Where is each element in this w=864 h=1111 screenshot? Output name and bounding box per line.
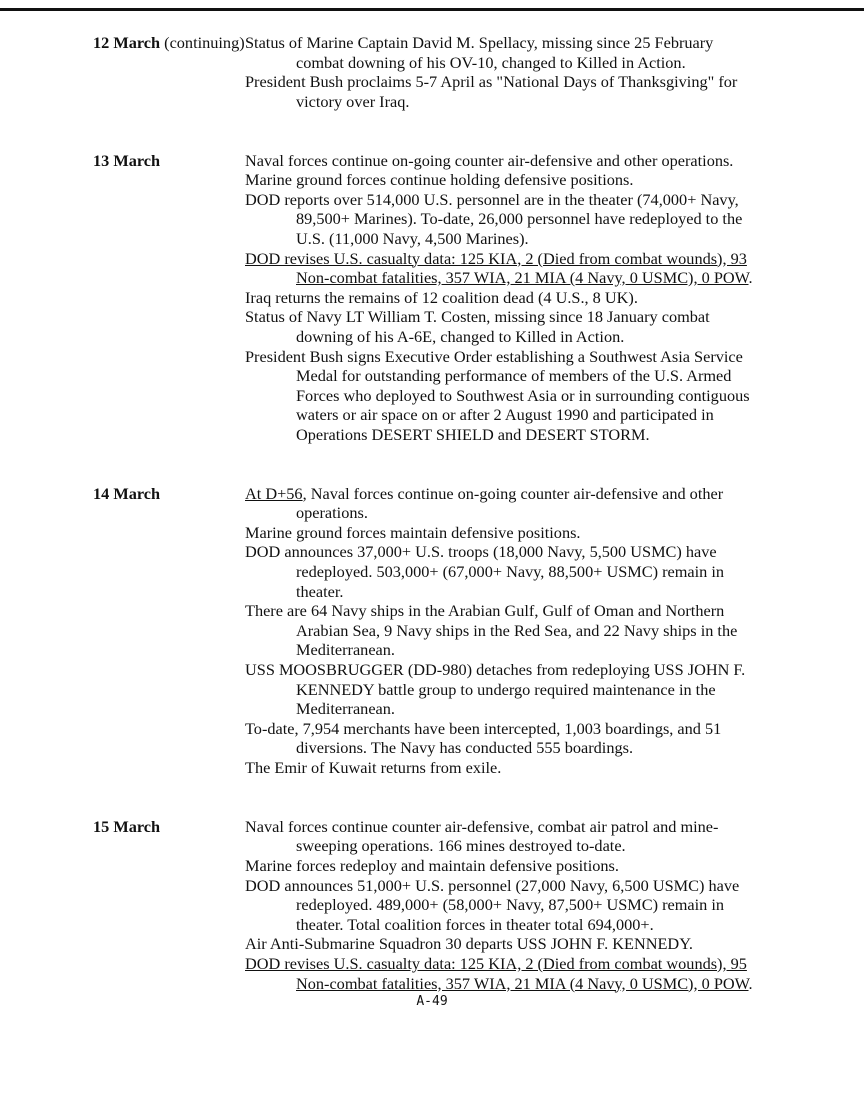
line-text: operations. (296, 503, 368, 523)
entry-line (245, 817, 813, 837)
entry-line (245, 934, 813, 954)
line-text: The Emir of Kuwait returns from exile. (245, 757, 502, 777)
line-text: DOD reports over 514,000 U.S. personnel are in the theater (74,000+ Navy, (245, 189, 739, 209)
event-entry (245, 758, 813, 778)
line-text: Iraq returns the remains of 12 coalition dead (4 U.S., 8 UK). (245, 287, 638, 307)
line-text: KENNEDY battle group to undergo required maintenance in the (296, 679, 716, 699)
entry-line (245, 190, 813, 210)
entry-line (245, 33, 813, 53)
line-text: Naval forces continue on-going counter air-defensive and other operations. (245, 150, 734, 170)
date-text: 13 March (93, 150, 161, 170)
entry-line (245, 229, 813, 249)
line-text: Marine forces redeploy and maintain defensive positions. (245, 855, 619, 875)
event-entry (245, 151, 813, 171)
line-text: There are 64 Navy ships in the Arabian Gulf, Gulf of Oman and Northern (245, 601, 725, 621)
line-text: Mediterranean. (296, 640, 395, 660)
line-text: Air Anti-Submarine Squadron 30 departs USS JOHN F. KENNEDY. (245, 934, 693, 954)
entry-line (245, 484, 813, 504)
event-entry (245, 288, 813, 308)
entry-line (245, 954, 813, 974)
entry-line (245, 660, 813, 680)
line-text: diversions. The Navy has conducted 555 boardings. (296, 738, 634, 758)
entry-line (245, 562, 813, 582)
line-text: Marine ground forces maintain defensive positions. (245, 522, 581, 542)
entry-line (245, 523, 813, 543)
entry-line (245, 327, 813, 347)
entry-line (245, 719, 813, 739)
underlined-text: At D+56 (245, 483, 303, 503)
entries-list (245, 817, 813, 993)
line-text: Marine ground forces continue holding defensive positions. (245, 170, 634, 190)
line-text: 89,500+ Marines). To-date, 26,000 personnel have redeployed to the (296, 209, 743, 229)
event-entry (245, 190, 813, 249)
entry-line (245, 640, 813, 660)
entry-line (245, 699, 813, 719)
entry-line (245, 503, 813, 523)
entry-line (245, 366, 813, 386)
entry-line (245, 347, 813, 367)
date-label (93, 484, 245, 778)
line-text: USS MOOSBRUGGER (DD-980) detaches from redeploying USS JOHN F. (245, 660, 746, 679)
line-tail: . (748, 973, 753, 993)
date-text: 15 March (93, 816, 161, 836)
line-text: Status of Navy LT William T. Costen, missing since 18 January combat (245, 307, 710, 327)
line-text: sweeping operations. 166 mines destroyed to-date. (296, 836, 626, 856)
line-text: redeployed. 503,000+ (67,000+ Navy, 88,500+ USMC) remain in (296, 562, 725, 582)
entry-line (245, 758, 813, 778)
event-entry (245, 249, 813, 288)
entry-line (245, 542, 813, 562)
line-text: Non-combat fatalities, 357 WIA, 21 MIA (4 Navy, 0 USMC), 0 POW (296, 268, 749, 288)
line-text: waters or air space on or after 2 August 1990 and participated in (296, 405, 714, 425)
entry-line (245, 601, 813, 621)
entry-line (245, 680, 813, 700)
line-text: President Bush proclaims 5-7 April as "National Days of Thanksgiving" for (245, 72, 738, 92)
event-entry (245, 542, 813, 601)
entry-line (245, 974, 813, 994)
line-text: Mediterranean. (296, 699, 395, 719)
line-text: To-date, 7,954 merchants have been intercepted, 1,003 boardings, and 51 (245, 718, 722, 738)
line-text: , Naval forces continue on-going counter air-defensive and other (302, 483, 724, 503)
line-text: Forces who deployed to Southwest Asia or in surrounding contiguous (296, 385, 750, 405)
line-text: downing of his A-6E, changed to Killed in Action. (296, 326, 625, 346)
event-entry (245, 660, 813, 719)
date-section (93, 151, 813, 445)
line-text: Operations DESERT SHIELD and DESERT STORM. (296, 424, 650, 444)
entry-line (245, 268, 813, 288)
line-tail: . (748, 268, 753, 288)
event-entry (245, 876, 813, 935)
entries-list (245, 151, 813, 445)
event-entry (245, 72, 813, 111)
line-text: Non-combat fatalities, 357 WIA, 21 MIA (4 Navy, 0 USMC), 0 POW (296, 973, 749, 993)
entry-line (245, 738, 813, 758)
line-text: combat downing of his OV-10, changed to Killed in Action. (296, 52, 686, 72)
entry-line (245, 836, 813, 856)
line-text: theater. Total coalition forces in theater total 694,000+. (296, 914, 654, 934)
event-entry (245, 719, 813, 758)
line-text: DOD announces 37,000+ U.S. troops (18,000 Navy, 5,500 USMC) have (245, 542, 717, 562)
entry-line (245, 876, 813, 896)
entry-line (245, 856, 813, 876)
line-text: Naval forces continue counter air-defensive, combat air patrol and mine- (245, 816, 719, 836)
event-entry (245, 484, 813, 523)
event-entry (245, 347, 813, 445)
entry-line (245, 72, 813, 92)
event-entry (245, 307, 813, 346)
entry-line (245, 307, 813, 327)
event-entry (245, 33, 813, 72)
date-text: 12 March (93, 33, 161, 52)
line-text: redeployed. 489,000+ (58,000+ Navy, 87,500+ USMC) remain in (296, 895, 725, 915)
date-section (93, 817, 813, 993)
line-text: DOD revises U.S. casualty data: 125 KIA, 2 (Died from combat wounds), 95 (245, 953, 747, 973)
event-entry (245, 523, 813, 543)
entry-line (245, 895, 813, 915)
entry-line (245, 249, 813, 269)
entry-line (245, 170, 813, 190)
line-text: victory over Iraq. (296, 91, 410, 111)
date-text: 14 March (93, 483, 161, 503)
entry-line (245, 151, 813, 171)
top-rule (0, 8, 864, 11)
date-section (93, 484, 813, 778)
entry-line (245, 209, 813, 229)
date-label (93, 151, 245, 445)
date-label (93, 817, 245, 993)
line-text: President Bush signs Executive Order establishing a Southwest Asia Service (245, 346, 743, 366)
page-number: A-49 (416, 994, 448, 1009)
entries-list (245, 484, 813, 778)
chronology-document (93, 33, 813, 1032)
line-text: U.S. (11,000 Navy, 4,500 Marines). (296, 228, 529, 248)
event-entry (245, 170, 813, 190)
entries-list (245, 33, 813, 111)
entry-line (245, 288, 813, 308)
entry-line (245, 386, 813, 406)
line-text: Medal for outstanding performance of members of the U.S. Armed (296, 366, 732, 386)
event-entry (245, 601, 813, 660)
entry-line (245, 92, 813, 112)
entry-line (245, 915, 813, 935)
line-text: Status of Marine Captain David M. Spellacy, missing since 25 February (245, 33, 714, 52)
entry-line (245, 53, 813, 73)
entry-line (245, 621, 813, 641)
event-entry (245, 817, 813, 856)
line-text: Arabian Sea, 9 Navy ships in the Red Sea, and 22 Navy ships in the (296, 620, 738, 640)
date-section (93, 33, 813, 111)
date-label (93, 33, 245, 111)
date-suffix: (continuing) (160, 33, 245, 52)
entry-line (245, 405, 813, 425)
event-entry (245, 954, 813, 993)
line-text: theater. (296, 581, 344, 601)
event-entry (245, 856, 813, 876)
entry-line (245, 425, 813, 445)
line-text: DOD announces 51,000+ U.S. personnel (27,000 Navy, 6,500 USMC) have (245, 875, 740, 895)
line-text: DOD revises U.S. casualty data: 125 KIA, 2 (Died from combat wounds), 93 (245, 248, 747, 268)
entry-line (245, 582, 813, 602)
event-entry (245, 934, 813, 954)
